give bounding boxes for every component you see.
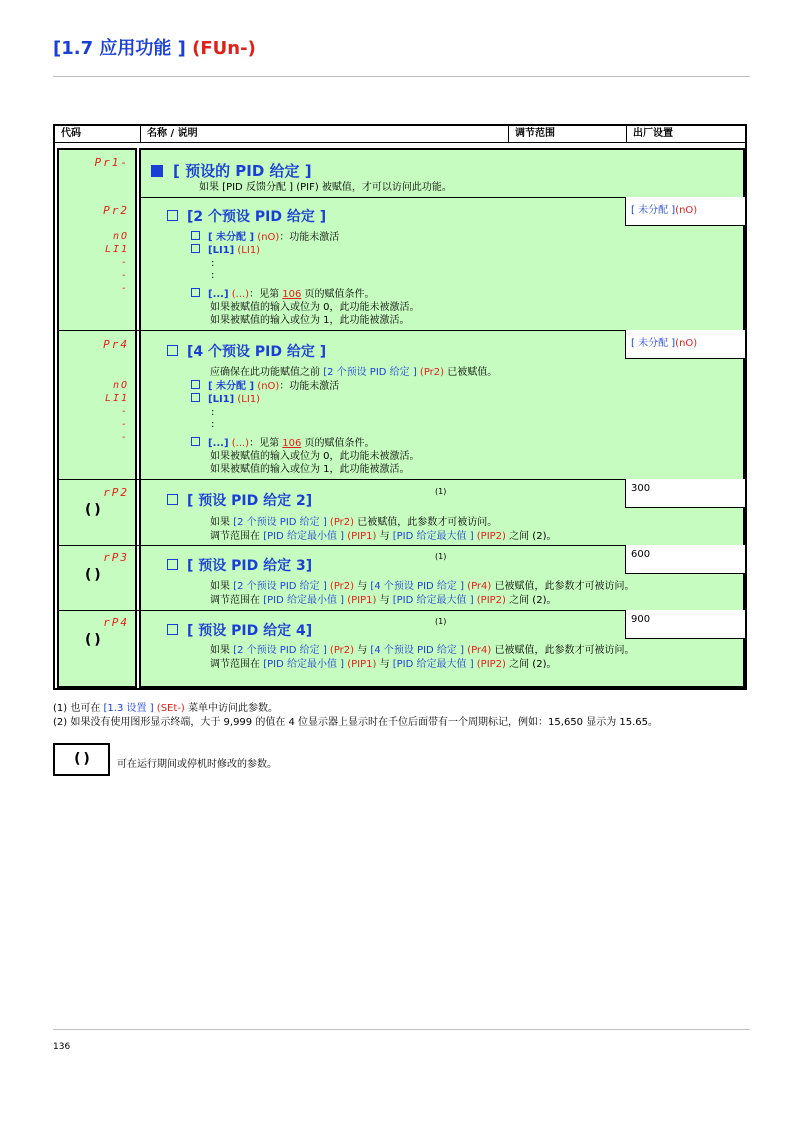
rp4-heading: [ 预设 PID 给定 4]: [167, 620, 312, 640]
page-title: [53, 34, 256, 60]
pr4-line-a: 如果被赋值的输入或位为 0，此功能未被激活。: [210, 451, 420, 462]
timer-icon: ( ): [85, 502, 100, 518]
checkbox-icon: [167, 559, 178, 570]
pr4-heading: [4 个预设 PID 给定 ]: [167, 341, 326, 361]
header-name: 名称 / 说明: [141, 126, 509, 143]
checkbox-icon: [167, 624, 178, 635]
checkbox-icon: [191, 393, 200, 402]
rp2-heading: [ 预设 PID 给定 2]: [167, 490, 312, 510]
footnotes: [53, 702, 658, 730]
rp3-line1: 如果 [2 个预设 PID 给定 ] (Pr2) 与 [4 个预设 PID 给定 ] (Pr4) 已被赋值，此参数才可被访问。: [210, 581, 635, 592]
rp2-factory: 300: [625, 479, 745, 508]
pr2-dots: :: [211, 258, 215, 269]
bottom-rule: [53, 1029, 750, 1030]
rp4-code: rP4: [103, 616, 129, 629]
pr2-option-li1: [LI1] (LI1): [191, 244, 260, 257]
rp2-line2: 调节范围在 [PID 给定最小值 ] (PIP1) 与 [PID 给定最大值 ] (PIP2) 之间 (2)。: [210, 531, 557, 542]
legend-box: [53, 743, 110, 776]
pr2-option-more: [...] (...)：见第 106 页的赋值条件。: [191, 288, 375, 301]
parameter-table: [53, 124, 747, 690]
rp3-code: rP3: [103, 551, 129, 564]
pr4-option-codes: nO LI1 - - -: [104, 380, 129, 443]
title-code: (FUn-): [192, 38, 256, 59]
section-desc: 如果 [PID 反馈分配 ] (PIF) 被赋值，才可以访问此功能。: [199, 182, 452, 193]
rp3-factory: 600: [625, 545, 745, 574]
pr4-dots: :: [211, 407, 215, 418]
pr4-code: Pr4: [103, 338, 129, 351]
rp4-line1: 如果 [2 个预设 PID 给定 ] (Pr2) 与 [4 个预设 PID 给定 ] (Pr4) 已被赋值，此参数才可被访问。: [210, 645, 635, 656]
section-heading: [ 预设的 PID 给定 ]: [151, 160, 312, 181]
checkbox-icon: [191, 244, 200, 253]
pr4-intro: 应确保在此功能赋值之前 [2 个预设 PID 给定 ] (Pr2) 已被赋值。: [210, 367, 498, 378]
footnote-1: (1) 也可在 [1.3 设置 ] (SEt-) 菜单中访问此参数。: [53, 703, 278, 714]
timer-icon: ( ): [85, 632, 100, 648]
header-range: 调节范围: [509, 126, 627, 143]
footnote-2: (2) 如果没有使用图形显示终端，大于 9,999 的值在 4 位显示器上显示时在千位后面带有一个周期标记，例如：15,650 显示为 15.65。: [53, 717, 659, 728]
checkbox-icon: [167, 345, 178, 356]
footnote-ref: (1): [435, 487, 447, 496]
header-code: 代码: [55, 126, 141, 143]
pr4-option-none: [ 未分配 ] (nO)：功能未激活: [191, 380, 339, 393]
pr4-factory: [ 未分配 ](nO): [625, 330, 745, 359]
checkbox-icon: [191, 231, 200, 240]
checkbox-icon: [167, 210, 178, 221]
pr2-factory: [ 未分配 ](nO): [625, 197, 745, 226]
checkbox-icon: [167, 494, 178, 505]
pr2-option-none: [ 未分配 ] (nO)：功能未激活: [191, 231, 339, 244]
checkbox-icon: [191, 288, 200, 297]
content-area: [139, 148, 745, 688]
section-code: Pr1-: [94, 156, 129, 169]
footnote-ref: (1): [435, 617, 447, 626]
top-rule: [53, 76, 750, 77]
page-number: 136: [53, 1042, 71, 1052]
rp3-heading: [ 预设 PID 给定 3]: [167, 555, 312, 575]
pr2-code: Pr2: [103, 204, 129, 217]
pr2-line-a: 如果被赋值的输入或位为 0，此功能未被激活。: [210, 302, 420, 313]
pr4-line-b: 如果被赋值的输入或位为 1，此功能被激活。: [210, 464, 410, 475]
filled-square-icon: [151, 165, 163, 177]
header-factory: 出厂设置: [627, 126, 745, 143]
pr2-heading: [2 个预设 PID 给定 ]: [167, 206, 326, 226]
rp4-factory: 900: [625, 610, 745, 639]
page-link[interactable]: 106: [282, 438, 302, 449]
timer-icon: ( ): [85, 567, 100, 583]
pr4-option-more: [...] (...)：见第 106 页的赋值条件。: [191, 437, 375, 450]
rp2-line1: 如果 [2 个预设 PID 给定 ] (Pr2) 已被赋值，此参数才可被访问。: [210, 517, 498, 528]
rp3-line2: 调节范围在 [PID 给定最小值 ] (PIP1) 与 [PID 给定最大值 ] (PIP2) 之间 (2)。: [210, 595, 557, 606]
legend-text: 可在运行期间或停机时修改的参数。: [117, 759, 277, 770]
pr4-dots: :: [211, 419, 215, 430]
checkbox-icon: [191, 380, 200, 389]
rp4-line2: 调节范围在 [PID 给定最小值 ] (PIP1) 与 [PID 给定最大值 ] (PIP2) 之间 (2)。: [210, 659, 557, 670]
page-link[interactable]: 106: [282, 289, 302, 300]
footnote-ref: (1): [435, 552, 447, 561]
pr2-dots: :: [211, 270, 215, 281]
timer-icon: ( ): [74, 751, 89, 767]
pr4-option-li1: [LI1] (LI1): [191, 393, 260, 406]
pr2-option-codes: nO LI1 - - -: [104, 231, 129, 294]
title-main: [1.7 应用功能 ]: [53, 38, 186, 59]
pr2-line-b: 如果被赋值的输入或位为 1，此功能被激活。: [210, 315, 410, 326]
rp2-code: rP2: [103, 486, 129, 499]
checkbox-icon: [191, 437, 200, 446]
